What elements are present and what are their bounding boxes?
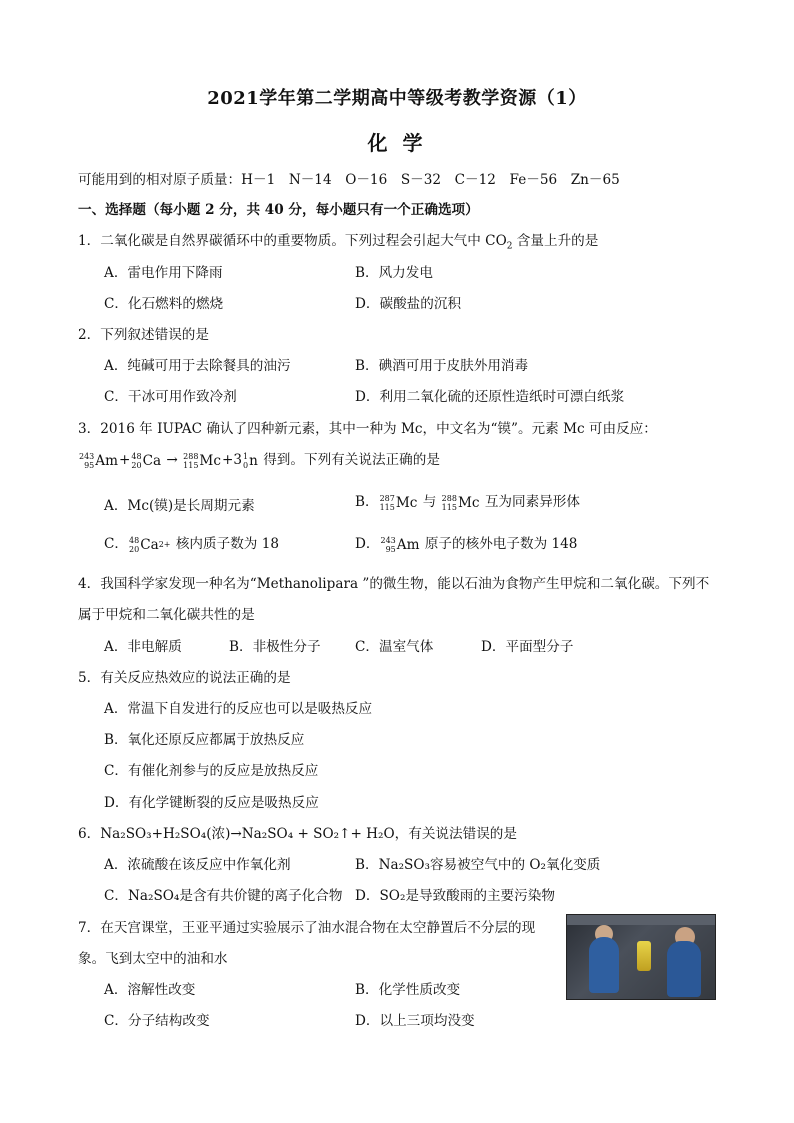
- q4-option-c: C．温室气体: [355, 639, 434, 655]
- question-4-stem-line1: 4．我国科学家发现一种名为“Methanolipara ”的微生物，能以石油为食物产生甲烷和二氧化碳。下列不: [78, 576, 710, 592]
- question-7-stem-line2: 象。飞到太空中的油和水: [78, 951, 228, 967]
- q2-option-c: C．干冰可用作致冷剂: [104, 389, 237, 405]
- q1-option-a: A．雷电作用下降雨: [104, 265, 223, 281]
- question-3-stem: 3．2016 年 IUPAC 确认了四种新元素，其中一种为 Mc，中文名为“镆”。元素 Mc 可由反应：: [78, 421, 657, 437]
- q7-option-b: B．化学性质改变: [355, 982, 461, 998]
- question-1-stem: 1．二氧化碳是自然界碳循环中的重要物质。下列过程会引起大气中 $CO_2$ 含量上升的是: [78, 233, 599, 252]
- question-7-stem-line1: 7．在天宫课堂，王亚平通过实验展示了油水混合物在太空静置后不分层的现: [78, 920, 536, 936]
- q3-option-d: D． 243 95 Am 原子的核外电子数为 148: [355, 535, 578, 554]
- q4-option-a: A．非电解质: [104, 639, 182, 655]
- q5-option-d: D．有化学键断裂的反应是吸热反应: [104, 795, 319, 811]
- q7-option-c: C．分子结构改变: [104, 1013, 210, 1029]
- q3-option-b: B． 287 115 Mc 与 288 115 Mc 互为同素异形体: [355, 493, 580, 512]
- question-5-stem: 5．有关反应热效应的说法正确的是: [78, 670, 291, 686]
- question-6-stem: 6．Na₂SO₃+H₂SO₄(浓)→Na₂SO₄ + SO₂↑+ H₂O，有关说法错误的是: [78, 826, 517, 842]
- q5-option-a: A．常温下自发进行的反应也可以是吸热反应: [104, 701, 373, 717]
- q2-option-a: A．纯碱可用于去除餐具的油污: [104, 358, 291, 374]
- nuclide-am: 243 95 Am: [79, 451, 118, 470]
- subject-title: 化 学: [367, 131, 427, 155]
- q7-option-d: D．以上三项均没变: [355, 1013, 475, 1029]
- question-3-equation: 243 95 Am + 48 20 Ca → 288 115 Mc +3 1 0 n 得到。下列有关说法正确的是: [79, 451, 440, 470]
- atomic-masses: 可能用到的相对原子质量：H－1 N－14 O－16 S－32 C－12 Fe－56 Zn－65: [78, 172, 620, 188]
- q7-option-a: A．溶解性改变: [104, 982, 196, 998]
- question-2-stem: 2．下列叙述错误的是: [78, 327, 209, 343]
- tiangong-classroom-photo: [566, 914, 716, 1000]
- page-title: 2021学年第二学期高中等级考教学资源（1）: [207, 88, 587, 109]
- q6-option-c: C．Na₂SO₄是含有共价键的离子化合物: [104, 888, 343, 904]
- q1-option-b: B．风力发电: [355, 265, 433, 281]
- q6-option-d: D．SO₂是导致酸雨的主要污染物: [355, 888, 555, 904]
- q1-option-d: D．碳酸盐的沉积: [355, 296, 462, 312]
- nuclide-ca: 48 20 Ca: [131, 451, 162, 470]
- nuclide-n: 1 0 n: [243, 451, 258, 470]
- q4-option-b: B．非极性分子: [229, 639, 321, 655]
- question-4-stem-line2: 属于甲烷和二氧化碳共性的是: [78, 607, 255, 623]
- q3-option-a: A．Mc(镆)是长周期元素: [104, 498, 255, 514]
- q3-option-c: C． 48 20 Ca 2+ 核内质子数为 18: [104, 535, 280, 554]
- nuclide-mc: 288 115 Mc: [183, 451, 221, 470]
- q6-option-a: A．浓硫酸在该反应中作氧化剂: [104, 857, 291, 873]
- q2-option-b: B．碘酒可用于皮肤外用消毒: [355, 358, 529, 374]
- section-heading: 一、选择题（每小题 2 分，共 40 分，每小题只有一个正确选项）: [78, 202, 479, 218]
- q2-option-d: D．利用二氧化硫的还原性造纸时可漂白纸浆: [355, 389, 625, 405]
- q5-option-b: B．氧化还原反应都属于放热反应: [104, 732, 305, 748]
- q5-option-c: C．有催化剂参与的反应是放热反应: [104, 763, 319, 779]
- q1-option-c: C．化石燃料的燃烧: [104, 296, 224, 312]
- q6-option-b: B．Na₂SO₃容易被空气中的 O₂氧化变质: [355, 857, 601, 873]
- q4-option-d: D．平面型分子: [481, 639, 574, 655]
